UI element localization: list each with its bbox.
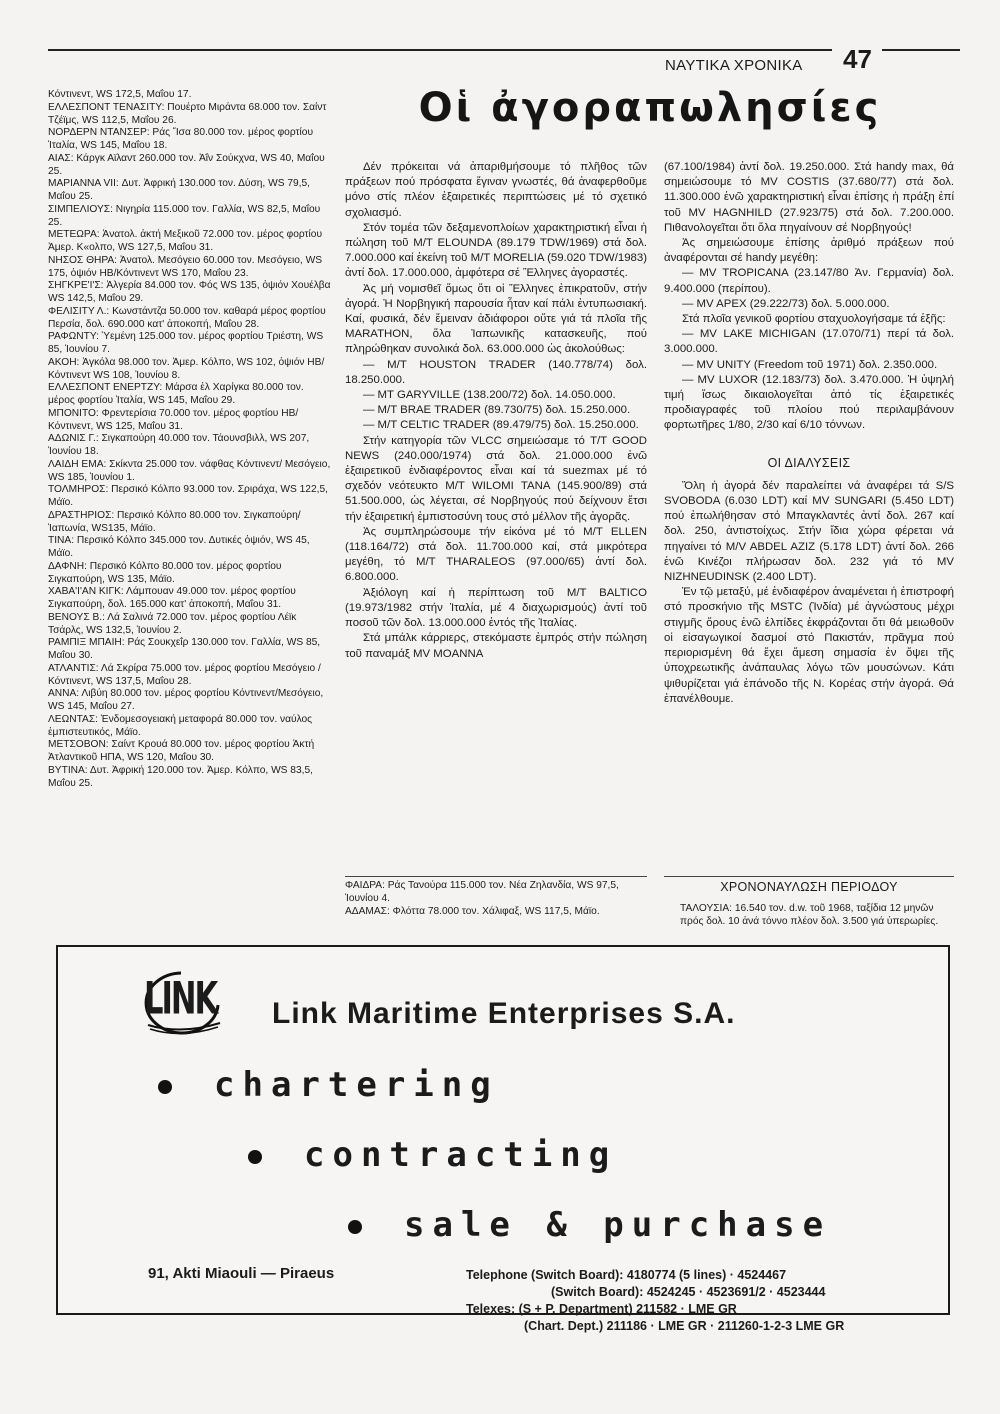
service-contracting: contracting: [248, 1135, 617, 1175]
paragraph: Στά μπάλκ κάρριερς, στεκόμαστε ἐμπρός στήν πώληση τοῦ παναμάξ MV MOANNA: [345, 632, 647, 660]
service-sale-purchase: sale & purchase: [348, 1205, 831, 1245]
paragraph: Ἀς σημειώσουμε ἐπίσης ἀριθμό πράξεων πού ἀναφέρονται σέ handy μεγέθη:: [664, 237, 954, 265]
list-item: ΒΕΝΟΥΣ Β.: Λά Σαλινά 72.000 τον. μέρος φορτίου Λέϊκ Τσάρλς, WS 132,5, Ἰουνίου 2.: [48, 611, 297, 636]
list-item: ΣΙΜΠΕΛΙΟΥΣ: Νιγηρία 115.000 τον. Γαλλία, WS 82,5, Μαΐου 25.: [48, 203, 321, 228]
paragraph: Ἐν τῷ μεταξύ, μέ ἐνδιαφέρον ἀναμένεται ἡ ἐπιστροφή στό προσκήνιο τῆς MSTC (Ἰνδία) μέ ἀγνώστους μέχρι στιγμῆς ὅρους ἐνῶ ἐλπίδες ἐκφράζονται ὅτι θά μειωθοῦν οἱ εἰσαγωγικοί δασμοί στό Πακιστάν, πρᾶγμα πού περιορισμένη θά ἔχει ἄμεση σημασία ἐν ὄψει τῆς ὑποχρεωτικῆς ἀνάπαυλας λόγω τῶν μουσώνων. Κάτι ψιθυρίζεται γιά ἐπάνοδο τῆς Ν. Κορέας στήν ἀγορά. Θά ἐπανέλθουμε.: [664, 586, 954, 705]
vessel-item: — MV UNITY (Freedom τοῦ 1971) δολ. 2.350.000.: [682, 358, 938, 371]
list-item: ΒΥΤΙΝΑ: Δυτ. Ἀφρική 120.000 τον. Ἀμερ. Κόλπο, WS 83,5, Μαΐου 25.: [48, 764, 313, 789]
advertisement-box: [56, 945, 950, 1333]
list-item: ΝΟΡΔΕΡΝ ΝΤΑΝΣΕΡ: Ράς Ἴσα 80.000 τον. μέρος φορτίου Ἰταλία, WS 145, Μαΐου 18.: [48, 127, 314, 151]
list-item: ΕΛΛΕΣΠΟΝΤ ΤΕΝΑΣΙΤΥ: Πουέρτο Μιράντα 68.000 τον. Σαίντ Τζέϊμς, WS 112,5, Μαΐου 26.: [48, 101, 327, 126]
section-heading-scrapping: ΟΙ ΔΙΑΛΥΣΕΙΣ: [767, 455, 851, 470]
period-rule: [664, 876, 954, 877]
paragraph: Δέν πρόκειται νά ἀπαριθμήσουμε τό πλῆθος τῶν πράξεων πού πρόσφατα ἔγιναν γνωστές, θά ἀναφερθοῦμε μόνο στίς πλέον ἐξαιρετικές περιπτώσεις μέ τό σχετικό σχολιασμό.: [345, 161, 647, 219]
list-item: ΛΕΩΝΤΑΣ: Ἐνδομεσογειακή μεταφορά 80.000 τον. ναύλος ἐμπιστευτικός, Μάϊο.: [48, 713, 313, 738]
company-address: 91, Akti Miaouli — Piraeus: [148, 1265, 335, 1282]
list-item: ΤΟΛΜΗΡΟΣ: Περσικό Κόλπο 93.000 τον. Σριράχα, WS 122,5, Μάϊο.: [48, 484, 328, 508]
vessel-item: — M/T BRAE TRADER (89.730/75) δολ. 15.250.000.: [363, 404, 631, 417]
list-item: ΕΛΛΕΣΠΟΝΤ ΕΝΕΡΤΖΥ: Μάρσα ἐλ Χαρίγκα 80.000 τον. μέρος φορτίου Ἰταλία, WS 145, Μαΐου 29.: [48, 382, 304, 406]
vessel-item: — MV TROPICANA (23.147/80 Ἀν. Γερμανία) δολ. 9.400.000 (περίπου).: [664, 267, 954, 295]
list-item: ΑΤΛΑΝΤΙΣ: Λά Σκρίρα 75.000 τον. μέρος φορτίου Μεσόγειο / Κόντινεντ, WS 137,5, Μαΐου 28.: [48, 662, 321, 687]
contact-line: (Switch Board): 4524245 · 4523691/2 · 4523444: [551, 1285, 826, 1299]
list-item: ΡΑΜΠΙΞ ΜΠΑΙΗ: Ράς Σουκχεΐρ 130.000 τον. Γαλλία, WS 85, Μαΐου 30.: [48, 637, 321, 661]
vessel-item: — MV LUXOR (12.183/73) δολ. 3.470.000. Ἡ ὑψηλή τιμή ἴσως δικαιολογεῖται ἀπό τίς ἐξαιρετικές προδιαγραφές τοῦ πλοίου πού περιλαμβάνουν φορτωτῆρες 1/80, 2/30 καί 6/10 τόννων.: [664, 373, 954, 432]
paragraph: Στόν τομέα τῶν δεξαμενοπλοίων χαρακτηριστική εἶναι ἡ πώληση τοῦ M/T ELOUNDA (89.179 TDW/1969) στά δολ. 7.000.000 καί ἐκείνη τοῦ M/T MORELIA (59.020 TDW/1983) ἀντί δολ. 17.000.000, ἀμφότερα σέ Ἕλληνες ἀγοραστές.: [345, 221, 647, 280]
list-item: ΑΔΑΜΑΣ: Φλόττα 78.000 τον. Χάλιφαξ, WS 117,5, Μάϊο.: [345, 905, 600, 917]
paragraph: Ἀς συμπληρώσουμε τήν εἰκόνα μέ τό M/T ELLEN (118.164/72) στά δολ. 11.700.000 καί, στά μικρότερα μεγέθη, τό M/T THARALEOS (97.000/65) ἀντί δολ. 6.800.000.: [345, 525, 647, 584]
article-title: Οἱ ἀγοραπωλησίες: [418, 85, 882, 131]
list-item: ΦΕΛΙΣΙΤΥ Λ.: Κωνστάντζα 50.000 τον. καθαρά μέρος φορτίου Περσία, δολ. 690.000 κατ' ἀποκοπή, Μαΐου 28.: [48, 305, 326, 330]
vessel-item: — M/T HOUSTON TRADER (140.778/74) δολ. 18.250.000.: [345, 358, 647, 386]
company-name: Link Maritime Enterprises S.A.: [272, 997, 736, 1030]
list-item: Κόντινεντ, WS 172,5, Μαΐου 17.: [48, 89, 192, 100]
list-item: ΝΗΣΟΣ ΘΗΡΑ: Ἀνατολ. Μεσόγειο 60.000 τον. Μεσόγειο, WS 175, ὀψιόν ΗΒ/Κόντινεντ WS 170, Μαΐου 23.: [48, 254, 323, 279]
bullet-icon: [158, 1080, 172, 1094]
list-item: ΣΗΓΚΡΕ'Ι'Σ: Ἀλγερία 84.000 τον. Φός WS 135, ὀψιόν Χουέλβα WS 142,5, Μαΐου 29.: [48, 280, 331, 304]
list-item: ΜΠΟΝΙΤΟ: Φρεντερίσια 70.000 τον. μέρος φορτίου ΗΒ/Κόντινεντ, WS 125, Μαΐου 31.: [48, 407, 299, 432]
period-charter-text: ΤΑΛΟΥΣΙΑ: 16.540 τον. d.w. τοῦ 1968, ταξίδια 12 μηνῶν πρός δολ. 10 ἀνά τόννο πλέον δολ. 3.500 γιά ὑπερωρίες.: [680, 903, 939, 927]
vessel-item: — M/T CELTIC TRADER (89.479/75) δολ. 15.250.000.: [363, 419, 639, 432]
list-item: ΜΕΤΣΟΒΟΝ: Σαίντ Κρουά 80.000 τον. μέρος φορτίου Ἀκτή Ἀτλαντικοῦ ΗΠΑ, WS 120, Μαΐου 30.: [48, 739, 315, 763]
vessel-item: — MT GARYVILLE (138.200/72) δολ. 14.050.000.: [363, 389, 616, 402]
list-item: ΔΑΦΝΗ: Περσικό Κόλπο 80.000 τον. μέρος φορτίου Σιγκαπούρη, WS 135, Μάϊο.: [48, 560, 282, 585]
vessel-item: — MV LAKE MICHIGAN (17.070/71) περί τά δολ. 3.000.000.: [664, 328, 954, 356]
list-item: ΜΕΤΕΩΡΑ: Ἀνατολ. ἀκτή Μεξικοῦ 72.000 τον. μέρος φορτίου Ἀμερ. Κ«ολπο, WS 127,5, Μαΐου 31.: [48, 229, 323, 253]
contact-line: (Chart. Dept.) 211186 · LME GR · 211260-1-2-3 LME GR: [524, 1319, 845, 1333]
contact-line: Telephone (Switch Board): 4180774 (5 lines) · 4524467: [466, 1268, 787, 1282]
paragraph: Στήν κατηγορία τῶν VLCC σημειώσαμε τό T/T GOOD NEWS (240.000/1974) στά δολ. 21.000.000 ἐνῶ ἐξαιρετικοῦ ἐνδιαφέροντος εἶναι καί τά suezmax μέ τό σχεδόν νεότευκτο M/T WILOMI TANA (145.900/89) στά 51.500.000, ὡς λέγεται, σέ Νορβηγούς πού δείχνουν ἔτσι τήν ἐξαιρετική ἐμπιστοσύνη τους στό μέλλον τῆς ἀγορᾶς.: [345, 434, 647, 523]
right-column: [664, 160, 954, 707]
list-item: ΑΚΟΗ: Ἀγκόλα 98.000 τον. Ἀμερ. Κόλπο, WS 102, ὀψιόν ΗΒ/Κόντινεντ WS 108, Ἰουνίου 8.: [48, 356, 325, 381]
paragraph: Ἀξιόλογη καί ἡ περίπτωση τοῦ M/T BALTICO (19.973/1982 στήν Ἰταλία, μέ 4 διαχωρισμούς) ἀντί τοῦ ποσοῦ τῶν δολ. 13.000.000 ἐντός τῆς Ἰταλίας.: [345, 586, 647, 630]
list-item: ΤΙΝΑ: Περσικό Κόλπο 345.000 τον. Δυτικές ὀψιόν, WS 45, Μάϊο.: [48, 535, 310, 559]
paragraph: (67.100/1984) ἀντί δολ. 19.250.000. Στά handy max, θά σημειώσουμε τό MV COSTIS (37.680/77) στά δολ. 11.300.000 ἐνῶ χαρακτηριστική εἶναι ἐπίσης ἡ πράξη ἐπί τοῦ MV HAGNHILD (27.923/75) στά δολ. 7.200.000. Πιθανολογεῖται ὅτι ὅλα πηγαίνουν σέ Νορβηγούς!: [664, 161, 954, 234]
list-item: ΡΑΦΩΝΤΥ: Ὑεμένη 125.000 τον. μέρος φορτίου Τριέστη, WS 85, Ἰουνίου 7.: [48, 331, 324, 355]
paragraph: Ὅλη ἡ ἀγορά δέν παραλείπει νά ἀναφέρει τά S/S SVOBODA (6.030 LDT) καί MV SUNGARI (5.450 LDT) πού ἐπωλήθησαν στό Μπαγκλαντές ἀντί δολ. 267 καί δολ. 250, ἀντιστοίχως. Στήν ἴδια χώρα φέρεται νά πηγαίνει τό M/V ABDEL AZIZ (5.178 LDT) ἀντί δολ. 266 ἐνῶ Κινέζοι πλήρωσαν δολ. 232 γιά τό MV NIZHNEUDINSK (2.400 LDT).: [664, 479, 954, 584]
list-item: ΧΑΒΑ'Ι'ΑΝ ΚΙΓΚ: Λάμπουαν 49.000 τον. μέρος φορτίου Σιγκαπούρη, δολ. 165.000 κατ' ἀποκοπή, Μαΐου 31.: [48, 586, 296, 610]
bullet-icon: [348, 1220, 362, 1234]
middle-footer: [345, 880, 647, 918]
page-number: 47: [843, 44, 872, 74]
publication-name: ΝΑΥΤΙΚΑ ΧΡΟΝΙΚΑ: [665, 57, 803, 74]
paragraph: Στά πλοῖα γενικοῦ φορτίου σταχυολογήσαμε τά ἑξῆς:: [682, 313, 946, 326]
list-item: ΑΔΩΝΙΣ Γ.: Σιγκαπούρη 40.000 τον. Τάουνσβιλλ, WS 207, Ἰουνίου 18.: [48, 433, 310, 457]
middle-footer-rule: [345, 876, 647, 877]
list-item: ΑΙΑΣ: Κάργκ Αϊλαντ 260.000 τον. Ἀΐν Σούκχνα, WS 40, Μαΐου 25.: [48, 152, 325, 177]
section-heading-period: ΧΡΟΝΟΝΑΥΛΩΣΗ ΠΕΡΙΟΔΟΥ: [720, 880, 898, 894]
list-item: ΑΝΝΑ: Λιβύη 80.000 τον. μέρος φορτίου Κόντινεντ/Μεσόγειο, WS 145, Μαΐου 27.: [48, 688, 324, 712]
contact-line: Telexes: (S + P. Department) 211582 · LME GR: [466, 1302, 737, 1316]
company-logo: [136, 965, 226, 1035]
list-item: ΛΑΙΔΗ ΕΜΑ: Σκίκντα 25.000 τον. νάφθας Κόντινεντ/ Μεσόγειο, WS 185, Ἰουνίου 1.: [48, 458, 331, 483]
middle-column: [345, 160, 647, 662]
contact-block: [466, 1267, 936, 1335]
logo-text: LINK: [144, 973, 217, 1025]
list-item: ΜΑΡΙΑΝΝΑ VII: Δυτ. Ἀφρική 130.000 τον. Δύση, WS 79,5, Μαΐου 25.: [48, 178, 310, 202]
paragraph: Ἀς μή νομισθεῖ ὅμως ὅτι οἱ Ἕλληνες ἐπικρατοῦν, στήν ἀγορά. Ἡ Νορβηγική παρουσία ἦταν καί πάλι ἐντυπωσιακή. Καί, φυσικά, δέν ἔμειναν ἀδιάφοροι οὔτε γιά τά πλοῖα τῆς MARATHON, ὅλα Ἰαπωνικῆς κατασκευῆς, πού πληρώθηκαν συνολικά δολ. 63.000.000 ὡς ἀκολούθως:: [345, 282, 647, 356]
header-rule-left: [48, 49, 832, 51]
vessel-item: — MV APEX (29.222/73) δολ. 5.000.000.: [682, 297, 890, 310]
bullet-icon: [248, 1150, 262, 1164]
list-item: ΦΑΙΔΡΑ: Ράς Τανούρα 115.000 τον. Νέα Ζηλανδία, WS 97,5, Ἰουνίου 4.: [345, 880, 619, 904]
header-rule-right: [882, 49, 960, 51]
service-chartering: chartering: [158, 1065, 499, 1105]
left-column: [48, 89, 333, 790]
list-item: ΔΡΑΣΤΗΡΙΟΣ: Περσικό Κόλπο 80.000 τον. Σιγκαπούρη/Ἰαπωνία, WS135, Μάϊο.: [48, 509, 301, 534]
